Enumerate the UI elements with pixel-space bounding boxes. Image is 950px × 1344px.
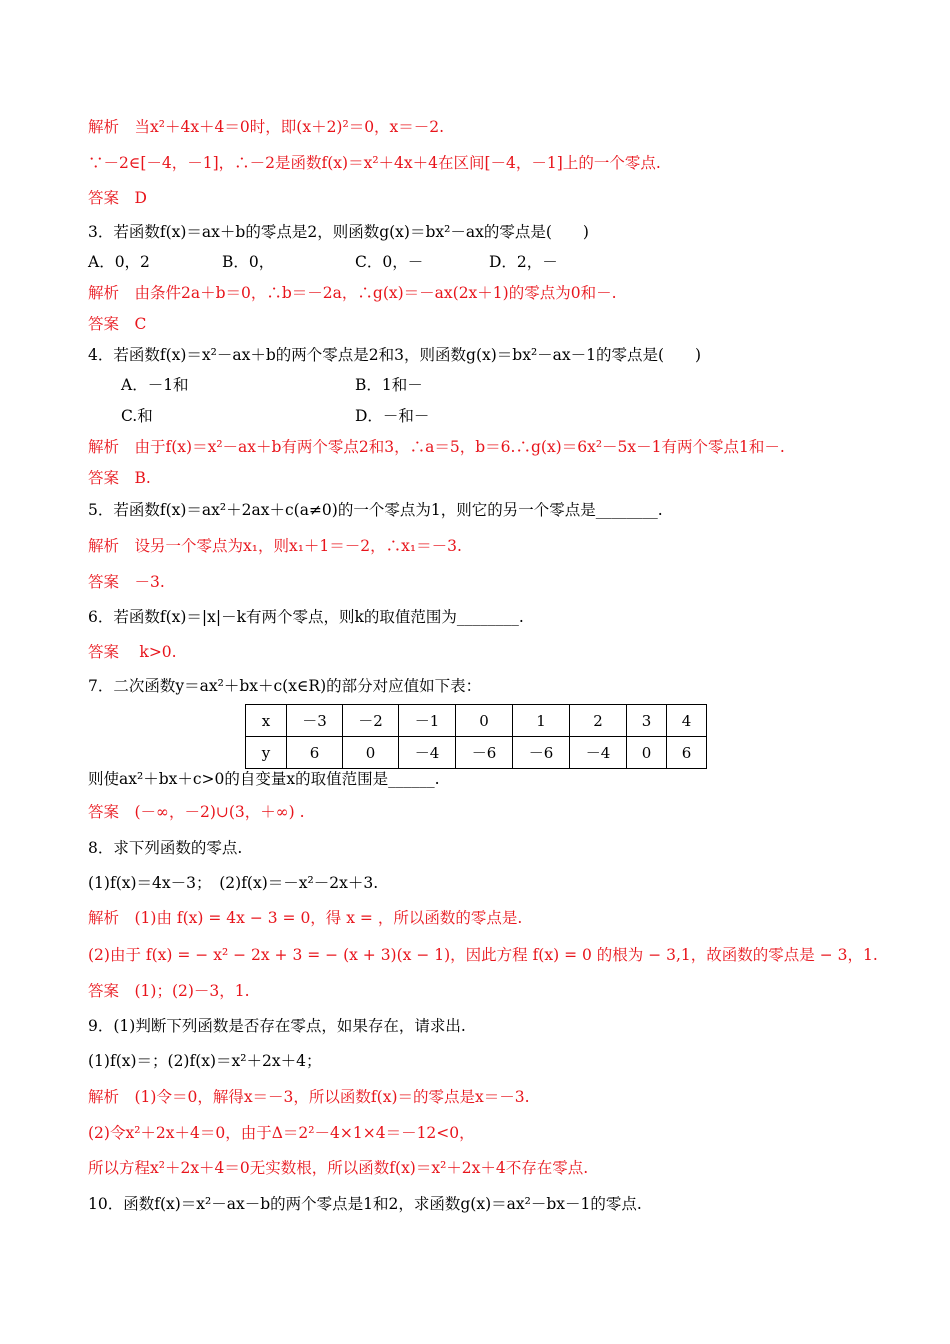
q8-answer: 答案 (1)；(2)－3，1. bbox=[88, 982, 250, 1000]
table-row bbox=[246, 705, 707, 737]
q4-option-c: C.和 bbox=[121, 407, 153, 425]
q5-answer: 答案 －3. bbox=[88, 573, 165, 591]
table-cell: －4 bbox=[399, 737, 456, 769]
q4-solution: 解析 由于f(x)＝x²－ax＋b有两个零点2和3，∴a＝5，b＝6.∴g(x)＝6x²－5x－1有两个零点1和－. bbox=[88, 438, 785, 456]
q3-option-c: C．0，－ bbox=[355, 253, 424, 271]
q9-solution-3: 所以方程x²＋2x＋4＝0无实数根，所以函数f(x)＝x²＋2x＋4不存在零点. bbox=[88, 1159, 589, 1177]
q4-stem: 4．若函数f(x)＝x²－ax＋b的两个零点是2和3，则函数g(x)＝bx²－ax－1的零点是( ) bbox=[88, 346, 702, 364]
q9-solution-2: (2)令x²＋2x＋4＝0，由于Δ＝2²－4×1×4＝－12<0， bbox=[88, 1124, 475, 1142]
q10-stem: 10．函数f(x)＝x²－ax－b的两个零点是1和2，求函数g(x)＝ax²－bx－1的零点. bbox=[88, 1195, 642, 1213]
q3-option-b: B．0， bbox=[222, 253, 275, 271]
value-table bbox=[245, 704, 707, 769]
table-cell: 2 bbox=[570, 705, 627, 737]
q7-question: 则使ax²＋bx＋c>0的自变量x的取值范围是______. bbox=[88, 770, 440, 788]
table-cell: 3 bbox=[627, 705, 667, 737]
q7-stem: 7．二次函数y＝ax²＋bx＋c(x∈R)的部分对应值如下表： bbox=[88, 677, 482, 695]
q3-option-d: D．2，－ bbox=[489, 253, 558, 271]
q9-functions: (1)f(x)＝；(2)f(x)＝x²＋2x＋4； bbox=[88, 1052, 322, 1070]
q5-solution: 解析 设另一个零点为x₁，则x₁＋1＝－2，∴x₁＝－3. bbox=[88, 537, 462, 555]
q7-answer: 答案 (－∞，－2)∪(3，＋∞) . bbox=[88, 803, 305, 821]
table-cell: －3 bbox=[287, 705, 343, 737]
q2-solution-line1: 解析 当x²＋4x＋4＝0时，即(x＋2)²＝0，x＝－2. bbox=[88, 118, 445, 136]
table-cell: 0 bbox=[627, 737, 667, 769]
table-cell: －6 bbox=[513, 737, 570, 769]
table-row bbox=[246, 737, 707, 769]
table-cell: 1 bbox=[513, 705, 570, 737]
q3-stem: 3．若函数f(x)＝ax＋b的零点是2，则函数g(x)＝bx²－ax的零点是( ) bbox=[88, 223, 589, 241]
q2-solution-line2: ∵－2∈[－4，－1]，∴－2是函数f(x)＝x²＋4x＋4在区间[－4，－1]上的一个零点. bbox=[88, 154, 661, 172]
q4-option-b: B．1和－ bbox=[355, 376, 423, 394]
table-cell: 0 bbox=[456, 705, 513, 737]
table-cell: －4 bbox=[570, 737, 627, 769]
q5-stem: 5．若函数f(x)＝ax²＋2ax＋c(a≠0)的一个零点为1，则它的另一个零点是________. bbox=[88, 501, 663, 519]
q9-stem: 9．(1)判断下列函数是否存在零点，如果存在，请求出. bbox=[88, 1017, 466, 1035]
table-cell: 0 bbox=[343, 737, 399, 769]
table-cell: －6 bbox=[456, 737, 513, 769]
table-cell: 6 bbox=[287, 737, 343, 769]
table-cell: －1 bbox=[399, 705, 456, 737]
q3-option-a: A．0，2 bbox=[88, 253, 150, 271]
q3-solution: 解析 由条件2a＋b＝0，∴b＝－2a，∴g(x)＝－ax(2x＋1)的零点为0和－. bbox=[88, 284, 617, 302]
q4-answer: 答案 B. bbox=[88, 469, 151, 487]
q4-option-a: A．－1和 bbox=[121, 376, 189, 394]
table-cell: －2 bbox=[343, 705, 399, 737]
q3-answer: 答案 C bbox=[88, 315, 147, 333]
table-cell: x bbox=[246, 705, 287, 737]
q8-solution-2: (2)由于 f(x) = − x² − 2x + 3 = − (x + 3)(x − 1)，因此方程 f(x) = 0 的根为 − 3,1，故函数的零点是 − 3，1. bbox=[88, 946, 878, 964]
q8-stem: 8．求下列函数的零点. bbox=[88, 839, 243, 857]
q2-answer: 答案 D bbox=[88, 189, 147, 207]
q6-stem: 6．若函数f(x)＝|x|－k有两个零点，则k的取值范围为________. bbox=[88, 608, 524, 626]
q4-option-d: D．－和－ bbox=[355, 407, 430, 425]
table-cell: 6 bbox=[667, 737, 707, 769]
table-cell: 4 bbox=[667, 705, 707, 737]
q6-answer: 答案 k>0. bbox=[88, 643, 177, 661]
q8-functions: (1)f(x)＝4x－3； (2)f(x)＝－x²－2x＋3. bbox=[88, 874, 379, 892]
q9-solution-1: 解析 (1)令＝0，解得x＝－3，所以函数f(x)＝的零点是x＝－3. bbox=[88, 1088, 530, 1106]
q8-solution-1: 解析 (1)由 f(x) = 4x − 3 = 0，得 x = ，所以函数的零点是. bbox=[88, 909, 523, 927]
table-cell: y bbox=[246, 737, 287, 769]
